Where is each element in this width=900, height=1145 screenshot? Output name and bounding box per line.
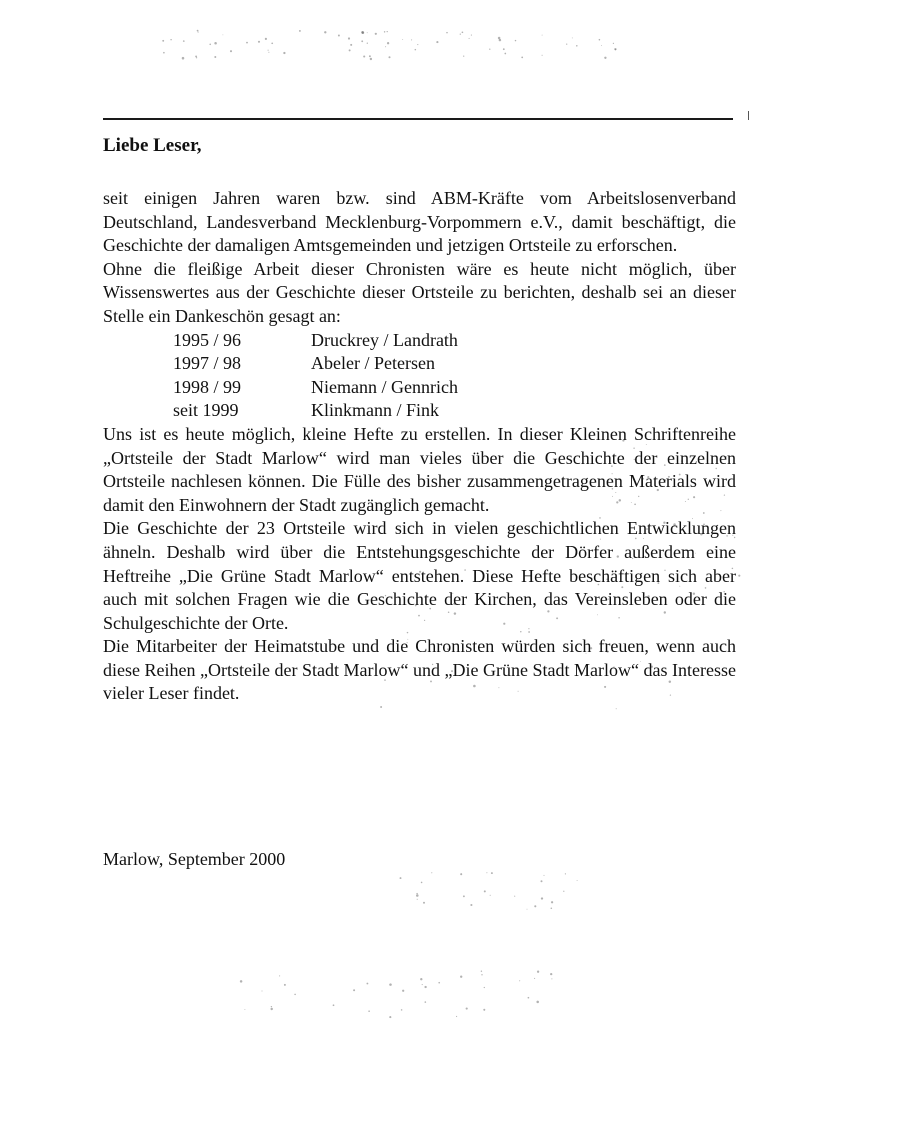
thanks-names: Druckrey / Landrath: [311, 329, 458, 350]
scan-speck: [283, 52, 285, 54]
letter-body: [103, 187, 736, 706]
header-rule: [103, 118, 733, 120]
scan-speck: [417, 899, 418, 900]
scan-speck: [576, 45, 578, 47]
scan-speck: [499, 39, 501, 41]
scan-speck: [162, 40, 164, 42]
scan-speck: [436, 41, 438, 43]
thanks-list: [173, 329, 458, 423]
scan-speck: [438, 982, 440, 984]
scan-speck: [183, 40, 185, 42]
thanks-years: 1995 / 96: [173, 329, 242, 350]
scan-speck: [195, 55, 197, 57]
scan-speck: [521, 57, 523, 59]
greeting: Liebe Leser,: [103, 135, 202, 156]
scan-speck: [197, 30, 199, 32]
thanks-names: Niemann / Gennrich: [311, 376, 458, 397]
scan-speck: [284, 984, 286, 986]
scan-speck: [363, 55, 365, 57]
scan-speck: [416, 893, 417, 894]
scan-speck: [421, 882, 423, 884]
scan-speck: [333, 1004, 335, 1006]
scan-speck: [387, 31, 388, 32]
scan-speck: [519, 980, 520, 981]
scan-speck: [460, 34, 461, 35]
thanks-row: [173, 376, 458, 400]
scan-speck: [572, 37, 573, 38]
scan-speck: [456, 1016, 457, 1017]
scan-speck: [490, 895, 491, 896]
scan-speck: [491, 872, 493, 874]
scan-speck: [534, 905, 536, 907]
scan-speck: [230, 50, 232, 52]
scan-speck: [223, 35, 224, 36]
scan-speck: [353, 989, 355, 991]
scan-speck: [163, 52, 165, 54]
scan-speck: [385, 46, 386, 47]
scan-speck: [563, 891, 564, 892]
scan-speck: [422, 984, 423, 985]
scan-speck: [424, 986, 426, 988]
scan-speck: [389, 983, 392, 986]
scan-speck: [566, 43, 567, 44]
thanks-row: [173, 352, 458, 376]
scan-speck: [462, 31, 464, 33]
scan-speck: [528, 997, 530, 999]
scan-speck: [268, 50, 269, 51]
scan-speck: [324, 31, 326, 33]
scan-speck: [481, 970, 482, 971]
scan-speck: [350, 44, 352, 46]
scan-speck: [503, 48, 505, 50]
scan-speck: [240, 980, 243, 983]
paragraph-booklets: Uns ist es heute möglich, kleine Hefte zu erstellen. In dieser Kleinen Schriftenreihe „Ortsteile der Stadt Marlow“ wird man vieles über die Geschichte der einzelnen Ortsteile nachlesen können. Die Fülle des bisher zusammengetragenen Materials wird damit den Einwohnern der Stadt zugänglich gemacht.: [103, 423, 736, 515]
scan-speck: [214, 56, 216, 58]
signoff: Marlow, September 2000: [103, 849, 286, 869]
scan-speck: [551, 907, 553, 909]
scan-speck: [367, 43, 368, 44]
scan-speck: [616, 708, 617, 709]
scan-speck: [416, 894, 419, 897]
scan-speck: [425, 1001, 427, 1003]
scan-speck: [463, 55, 464, 56]
scan-speck: [463, 895, 465, 897]
scan-speck: [446, 32, 448, 34]
scan-speck: [498, 37, 501, 40]
scan-speck: [182, 57, 185, 60]
scan-speck: [262, 991, 263, 992]
scan-speck: [214, 42, 217, 45]
scan-speck: [270, 1008, 272, 1010]
scan-speck: [599, 39, 601, 41]
scan-speck: [361, 40, 363, 42]
paragraph-history: Die Geschichte der 23 Ortsteile wird sich in vielen geschichtlichen Entwicklungen ähneln. Deshalb wird über die Entstehungsgeschichte der Dörfer außerdem eine Heftreihe „Die Grüne Stadt Marlow“ entstehen. Diese Hefte beschäftigen sich aber auch mit solchen Fragen wie die Geschichte der Kirchen, das Vereinsleben oder die Schulgeschichte der Orte.: [103, 518, 736, 633]
scan-speck: [389, 1016, 391, 1018]
thanks-years: seit 1999: [173, 400, 239, 421]
scan-speck: [348, 37, 350, 39]
scan-speck: [366, 983, 368, 985]
scan-speck: [198, 32, 199, 33]
scan-speck: [481, 974, 482, 975]
scan-speck: [604, 57, 606, 59]
scan-speck: [577, 880, 578, 881]
scan-speck: [614, 48, 616, 50]
scan-speck: [527, 909, 528, 910]
scan-speck: [534, 978, 535, 979]
thanks-years: 1997 / 98: [173, 353, 242, 374]
scan-speck: [401, 1009, 403, 1011]
scan-speck: [542, 55, 543, 56]
thanks-names: Abeler / Petersen: [311, 353, 435, 374]
scan-speck: [601, 45, 602, 46]
scan-speck: [375, 33, 377, 35]
scan-speck: [484, 987, 485, 988]
scan-speck: [470, 904, 472, 906]
scan-speck: [536, 1001, 539, 1004]
scan-speck: [469, 38, 470, 39]
scan-speck: [541, 880, 543, 882]
scan-speck: [615, 49, 616, 50]
scan-speck: [423, 902, 425, 904]
thanks-row: [173, 399, 458, 423]
scan-speck: [368, 1010, 370, 1012]
scan-speck: [466, 1008, 468, 1010]
scan-speck: [244, 1009, 245, 1010]
paragraph-intro: seit einigen Jahren waren bzw. sind ABM-Kräfte vom Arbeitslosenverband Deutschland, Landesverband Mecklenburg-Vorpommern e.V., damit beschäftigt, die Geschichte der damaligen Amtsgemeinden und jetzigen Ortsteile zu erforschen.: [103, 188, 736, 256]
scan-speck: [400, 877, 402, 879]
scan-speck: [514, 896, 515, 897]
scan-speck: [541, 897, 543, 899]
thanks-years: 1998 / 99: [173, 376, 242, 397]
scan-speck: [299, 30, 301, 32]
scan-speck: [489, 49, 490, 50]
scan-speck: [402, 39, 403, 40]
scan-speck: [387, 42, 389, 44]
scan-speck: [388, 56, 390, 58]
scan-speck: [265, 38, 267, 40]
scan-speck: [565, 873, 566, 874]
scan-speck: [380, 706, 382, 708]
scan-speck: [271, 1006, 272, 1007]
scan-speck: [279, 975, 280, 976]
scan-speck: [384, 31, 385, 32]
scan-speck: [370, 58, 372, 60]
scan-speck: [271, 42, 273, 44]
scan-speck: [483, 1009, 485, 1011]
scan-speck: [460, 873, 462, 875]
scan-speck: [402, 990, 404, 992]
scan-speck: [338, 35, 340, 37]
thanks-names: Klinkmann / Fink: [311, 400, 440, 421]
scan-speck: [411, 39, 412, 40]
paragraph-thanks: Ohne die fleißige Arbeit dieser Chronisten wäre es heute nicht möglich, über Wissenswertes aus der Geschichte dieser Ortsteile zu berichten, deshalb sei an dieser Stelle ein Dankeschön gesagt an:: [103, 258, 736, 326]
scan-speck: [361, 31, 364, 34]
scan-speck: [550, 973, 552, 975]
scan-speck: [209, 44, 211, 46]
scan-speck: [537, 971, 539, 973]
scan-speck: [420, 978, 422, 980]
scan-speck: [551, 978, 552, 979]
scan-speck: [471, 35, 472, 36]
scan-speck: [515, 40, 516, 41]
thanks-row: [173, 329, 458, 353]
scan-speck: [543, 875, 544, 876]
scan-speck: [551, 901, 553, 903]
scan-speck: [542, 35, 543, 36]
scan-speck: [196, 57, 197, 58]
scan-speck: [431, 872, 432, 873]
scan-speck: [369, 55, 371, 57]
scan-speck: [417, 44, 418, 45]
scan-speck: [258, 41, 260, 43]
scan-speck: [486, 872, 487, 873]
scan-mark: [748, 111, 749, 120]
scan-speck: [170, 39, 171, 40]
scan-speck: [362, 31, 365, 34]
scan-speck: [738, 575, 740, 577]
scan-speck: [367, 32, 368, 33]
scan-speck: [415, 49, 417, 51]
scan-speck: [268, 52, 269, 53]
paragraph-closing: Die Mitarbeiter der Heimatstube und die Chronisten würden sich freuen, wenn auch diese Reihen „Ortsteile der Stadt Marlow“ und „Die Grüne Stadt Marlow“ das Interesse vieler Leser findet.: [103, 636, 736, 704]
scan-speck: [504, 53, 506, 55]
scan-speck: [349, 49, 351, 51]
scan-speck: [613, 43, 614, 44]
scan-speck: [460, 976, 462, 978]
scan-speck: [484, 890, 486, 892]
scan-speck: [294, 994, 296, 996]
scan-speck: [246, 42, 248, 44]
